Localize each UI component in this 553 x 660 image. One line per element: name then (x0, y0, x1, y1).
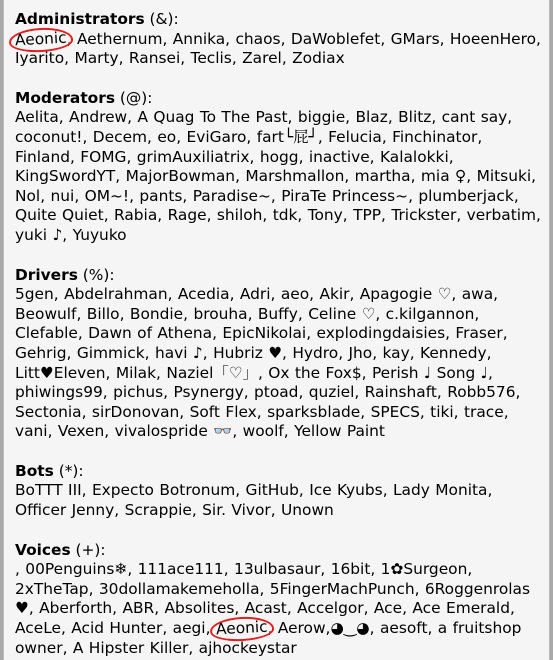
user-name[interactable]: 2xTheTap (15, 579, 89, 598)
user-name[interactable]: nui (50, 186, 75, 205)
user-name[interactable]: woolf (242, 422, 284, 441)
user-name[interactable]: Buffy (257, 304, 298, 323)
user-name[interactable]: Billo (86, 304, 120, 323)
user-name[interactable]: EviGaro (186, 127, 247, 146)
user-name[interactable]: hogg (259, 147, 299, 166)
user-name[interactable]: 111ace111 (137, 560, 224, 579)
user-name[interactable]: sparksblade (267, 402, 361, 421)
user-name[interactable]: AceLe (15, 619, 61, 638)
user-list: , 00Penguins❄, 111ace111, 13ulbasaur, 16bit, 1✿Surgeon, 2xTheTap, 30dollamakemeholla, 5FingerMachPunch, 6Roggenrolas ♥, Aberforth, ABR, Absolites, Acast, Accelgor, Ace, Ace Emerald, AceLe, Acid Hunter, aegi, Aeonic, Aerow,◕‿◕, aesoft, a fruitshop owner, A Hipster Killer, ajhockeystar (15, 560, 530, 657)
user-name[interactable]: brouha (193, 304, 248, 323)
user-name[interactable]: Accelgor (297, 599, 364, 618)
user-name[interactable]: grimAuxiliatrix (136, 147, 250, 166)
user-name[interactable]: GitHub (245, 481, 299, 500)
user-name[interactable]: Acid Hunter (71, 619, 163, 638)
user-name[interactable]: Trickster (391, 206, 457, 225)
group-voices (15, 541, 541, 659)
user-name[interactable]: Officer Jenny (15, 501, 115, 520)
user-name[interactable]: Sir. Vivor (202, 501, 271, 520)
user-name[interactable]: Zarel (242, 49, 282, 68)
user-name[interactable]: quziel (308, 383, 355, 402)
user-name[interactable]: HoeenHero (449, 29, 537, 48)
user-name[interactable]: Absolites (164, 599, 235, 618)
user-name[interactable]: biggie (297, 108, 346, 127)
group-name: Administrators (15, 10, 145, 28)
user-name[interactable]: chaos (235, 29, 281, 48)
user-name[interactable]: A Hipster Killer (72, 638, 189, 657)
user-name[interactable]: c.kilgannon (385, 304, 475, 323)
user-name[interactable]: Jho (348, 343, 373, 362)
user-name[interactable]: Dawn of Athena (88, 324, 213, 343)
user-name[interactable]: Akir (319, 285, 350, 304)
user-name[interactable]: Unown (281, 501, 334, 520)
user-name[interactable]: Gehrig (15, 343, 67, 362)
user-name[interactable]: GMars (390, 29, 440, 48)
user-name[interactable]: tiki (430, 402, 454, 421)
user-name[interactable]: 13ulbasaur (234, 560, 321, 579)
group-name: Moderators (15, 88, 116, 107)
user-name[interactable]: Mitsuki (476, 167, 532, 186)
user-name[interactable]: 00Penguins❄ (25, 560, 128, 579)
user-name-circled[interactable]: Aeonic (209, 615, 274, 642)
user-name[interactable]: Ice Kyubs (309, 481, 383, 500)
group-title (15, 266, 541, 286)
user-name[interactable]: cant say (441, 108, 508, 127)
user-name[interactable]: mia ♀ (420, 167, 467, 186)
user-name[interactable]: pants (139, 186, 183, 205)
group-symbol: (*): (53, 461, 84, 480)
user-name[interactable]: Aerow,◕‿◕ (277, 619, 370, 638)
group-title (15, 10, 541, 30)
user-name[interactable]: MajorBowman (125, 167, 236, 186)
user-name[interactable]: Blaz (355, 108, 388, 127)
user-list: 5gen, Abdelrahman, Acedia, Adri, aeo, Akir, Apagogie ♡, awa, Beowulf, Billo, Bondie, brouha, Buffy, Celine ♡, c.kilgannon, Clefable, Dawn of Athena, EpicNikolai, explodingdaisies, Fraser, Gehrig, Gimmick, havi ♪, Hubriz ♥, Hydro, Jho, kay, Kennedy, Litt♥Eleven, Milak, Naziel「♡」, Ox the Fox$, Perish ♩ Song ♩, phiwings99, pichus, Psynergy, ptoad, quziel, Rainshaft, Robb576, Sectonia, sirDonovan, Soft Flex, sparksblade, SPECS, tiki, trace, vani, Vexen, vivalospride 👓, woolf, Yellow Paint (15, 285, 521, 441)
user-name[interactable]: Decem (92, 127, 148, 146)
user-name[interactable]: Aberforth (39, 599, 113, 618)
user-list: BoTTT III, Expecto Botronum, GitHub, Ice Kyubs, Lady Monita, Officer Jenny, Scrappie, Sir. Vivor, Unown (15, 481, 493, 520)
user-name[interactable]: pichus (113, 383, 164, 402)
user-name[interactable]: Naziel「♡」 (166, 363, 258, 382)
user-name[interactable]: Milak (115, 363, 157, 382)
user-name[interactable]: 1✿Surgeon (380, 560, 468, 579)
user-name[interactable]: Celine ♡ (308, 304, 376, 323)
user-name[interactable]: Hubriz ♥ (213, 343, 283, 362)
user-name[interactable]: shiloh (216, 206, 263, 225)
staff-list-panel (4, 0, 549, 660)
user-name[interactable]: KingSwordYT (15, 167, 116, 186)
user-name[interactable]: DaWoblefet (290, 29, 381, 48)
user-name[interactable]: Kalalokki (379, 147, 449, 166)
user-name[interactable]: Ace Emerald (412, 599, 510, 618)
user-name[interactable]: Iyarito (15, 49, 65, 68)
user-name[interactable]: aeo (280, 285, 310, 304)
user-name[interactable]: BoTTT III (15, 481, 82, 500)
user-name[interactable]: OM~! (84, 186, 130, 205)
group-drivers (15, 266, 541, 442)
user-name[interactable]: Felucia (328, 127, 382, 146)
group-name: Voices (15, 540, 71, 559)
user-name[interactable]: Marshmallon (245, 167, 345, 186)
user-name[interactable]: Finland (15, 147, 70, 166)
user-name[interactable]: Soft Flex (189, 402, 257, 421)
group-title (15, 541, 541, 561)
group-name: Drivers (15, 265, 78, 284)
user-name[interactable]: Hydro (292, 343, 339, 362)
user-name[interactable]: Finchinator (392, 127, 478, 146)
user-list: Aelita, Andrew, A Quag To The Past, biggie, Blaz, Blitz, cant say, coconut!, Decem, eo, EviGaro, fart└屁┘, Felucia, Finchinator, Finland, FOMG, grimAuxiliatrix, hogg, inactive, Kalalokki, KingSwordYT, MajorBowman, Marshmallon, martha, mia ♀, Mitsuki, Nol, nui, OM~!, pants, Paradise~, PiraTe Princess~, plumberjack, Quite Quiet, Rabia, Rage, shiloh, tdk, Tony, TPP, Trickster, verbatim, yuki ♪, Yuyuko (15, 108, 541, 244)
user-name[interactable]: Bondie (129, 304, 184, 323)
user-name[interactable]: vani (15, 422, 48, 441)
user-name[interactable]: Ox the Fox$ (268, 363, 362, 382)
user-name-circled[interactable]: Aeonic (8, 26, 73, 53)
group-name: Bots (15, 461, 54, 480)
user-name[interactable]: Rainshaft (364, 383, 437, 402)
user-name[interactable]: tdk (272, 206, 298, 225)
user-name[interactable]: PiraTe Princess~ (281, 186, 409, 205)
user-name[interactable]: Fraser (455, 324, 503, 343)
group-title (15, 89, 541, 109)
user-list: Aeonic, Aethernum, Annika, chaos, DaWoblefet, GMars, HoeenHero, Iyarito, Marty, Ransei, Teclis, Zarel, Zodiax (15, 30, 541, 69)
group-title (15, 462, 541, 482)
user-name[interactable]: A Quag To The Past (137, 108, 288, 127)
group-symbol: (@): (115, 88, 153, 107)
group-administrators (15, 10, 541, 69)
user-name[interactable]: Sectonia (15, 402, 82, 421)
user-name[interactable]: Adri (239, 285, 271, 304)
user-name[interactable]: Abdelrahman (64, 285, 168, 304)
user-name[interactable]: Acast (244, 599, 287, 618)
user-name[interactable]: Lady Monita (392, 481, 488, 500)
user-name[interactable]: FOMG (80, 147, 127, 166)
user-name[interactable]: Yellow Paint (294, 422, 385, 441)
user-name[interactable]: ptoad (254, 383, 299, 402)
user-name[interactable]: Annika (172, 29, 226, 48)
user-name[interactable]: kay (382, 343, 410, 362)
user-name[interactable]: havi ♪ (154, 343, 203, 362)
user-name[interactable]: yuki ♪ (15, 225, 63, 244)
user-name[interactable]: 5FingerMachPunch (269, 579, 415, 598)
user-name[interactable]: 6Roggenrolas ♥ (15, 579, 530, 618)
user-name[interactable]: Rage (167, 206, 207, 225)
user-name[interactable]: Scrappie (124, 501, 192, 520)
user-name[interactable]: TPP (353, 206, 382, 225)
user-name[interactable]: Quite Quiet (15, 206, 104, 225)
staff-list-content (4, 0, 549, 658)
user-name[interactable]: 30dollamakemeholla (98, 579, 260, 598)
user-name[interactable]: Vexen (57, 422, 105, 441)
user-name[interactable]: Rabia (114, 206, 158, 225)
user-name[interactable]: Blitz (398, 108, 432, 127)
user-name[interactable]: Perish ♩ Song ♩ (371, 363, 488, 382)
user-name[interactable]: Andrew (69, 108, 128, 127)
user-name[interactable]: EpicNikolai (222, 324, 307, 343)
user-name[interactable]: coconut! (15, 127, 83, 146)
user-name[interactable]: Kennedy (420, 343, 487, 362)
user-name[interactable]: a fruitshop owner (15, 619, 522, 657)
user-name[interactable]: vivalospride 👓 (114, 422, 233, 441)
user-name[interactable]: Apagogie ♡ (359, 285, 452, 304)
user-name[interactable]: explodingdaisies (316, 324, 446, 343)
user-name[interactable]: Beowulf (15, 304, 77, 323)
user-name[interactable]: Aelita (15, 108, 59, 127)
group-symbol: (+): (70, 540, 106, 559)
user-name[interactable]: eo (157, 127, 177, 146)
user-name[interactable]: Nol (15, 186, 41, 205)
user-name[interactable]: trace (463, 402, 504, 421)
user-name[interactable]: Ace (373, 599, 403, 618)
user-name[interactable]: Robb576 (447, 383, 516, 402)
user-name[interactable]: Expecto Botronum (91, 481, 236, 500)
group-bots (15, 462, 541, 521)
group-moderators (15, 89, 541, 246)
user-name[interactable]: Clefable (15, 324, 78, 343)
user-name[interactable]: 5gen (15, 285, 54, 304)
group-symbol: (&): (144, 10, 179, 28)
user-name[interactable]: aesoft (379, 619, 428, 638)
user-name[interactable]: martha (354, 167, 411, 186)
user-name[interactable]: aegi (172, 619, 206, 638)
user-name[interactable]: ajhockeystar (198, 638, 297, 657)
user-name[interactable]: verbatim (466, 206, 537, 225)
user-name[interactable]: Marty (74, 49, 119, 68)
user-name[interactable]: plumberjack (418, 186, 514, 205)
user-name[interactable]: Litt♥Eleven (15, 363, 106, 382)
user-name[interactable]: Aethernum (76, 29, 163, 48)
user-name[interactable]: fart└屁┘ (256, 127, 318, 146)
user-name[interactable]: awa (461, 285, 494, 304)
user-name[interactable]: inactive (308, 147, 370, 166)
user-name[interactable]: ABR (122, 599, 155, 618)
user-name[interactable]: phiwings99 (15, 383, 103, 402)
user-name[interactable]: Tony (307, 206, 343, 225)
user-name[interactable]: 16bit (330, 560, 371, 579)
user-name[interactable]: SPECS (370, 402, 420, 421)
user-name[interactable]: Teclis (190, 49, 232, 68)
user-name[interactable]: Acedia (177, 285, 230, 304)
user-name[interactable]: sirDonovan (91, 402, 180, 421)
group-symbol: (%): (77, 265, 115, 284)
user-name[interactable]: Paradise~ (192, 186, 271, 205)
user-name[interactable]: Zodiax (292, 49, 345, 68)
user-name[interactable]: Ransei (128, 49, 181, 68)
user-name[interactable]: Gimmick (76, 343, 145, 362)
user-name[interactable]: Yuyuko (72, 225, 127, 244)
user-name[interactable]: Psynergy (173, 383, 244, 402)
